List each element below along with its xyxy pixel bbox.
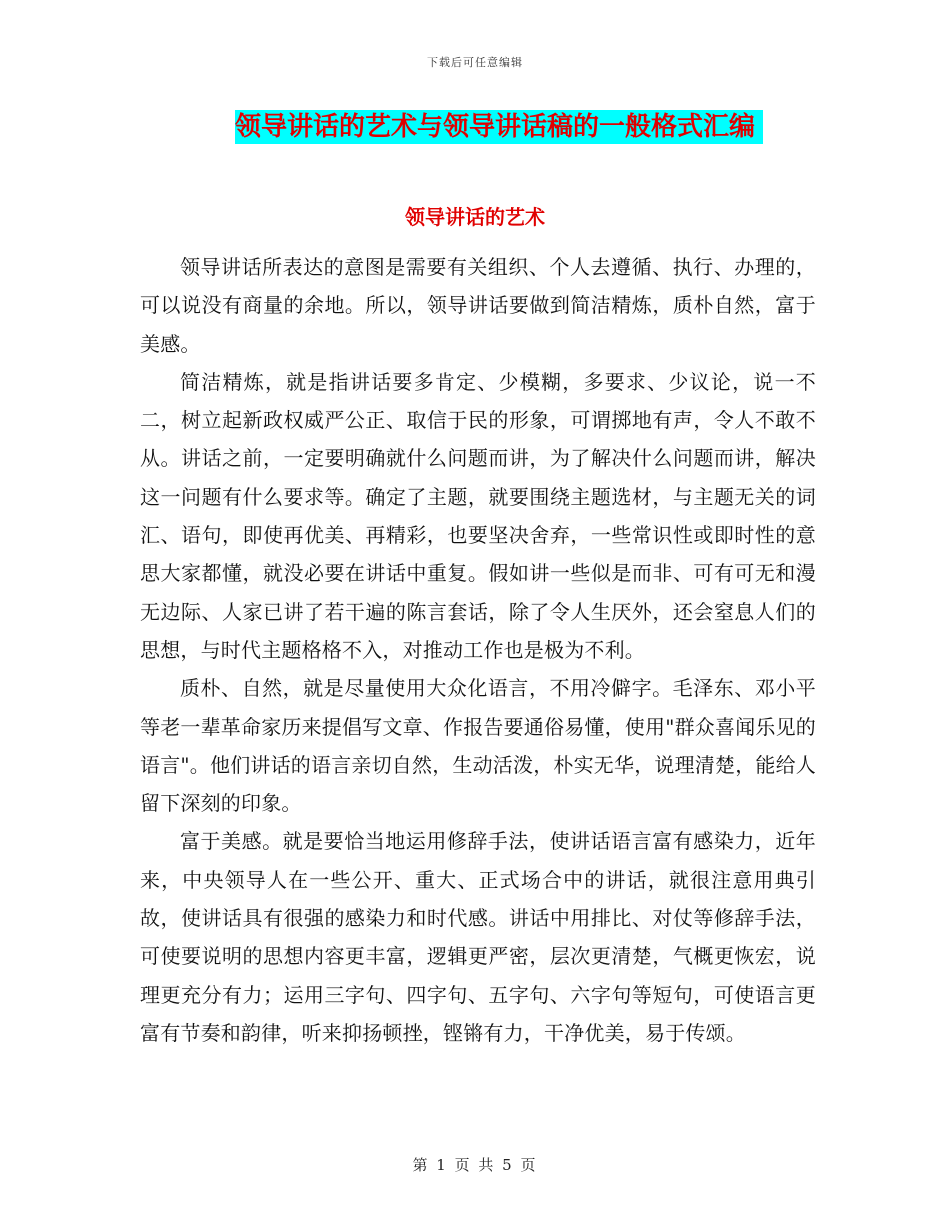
body-paragraph: 质朴、自然，就是尽量使用大众化语言，不用冷僻字。毛泽东、邓小平等老一辈革命家历来提倡写文章、作报告要通俗易懂，使用"群众喜闻乐见的语言"。他们讲话的语言亲切自然，生动活泼，朴实无华，说理清楚，能给人留下深刻的印象。 [140,676,816,816]
document-title: 领导讲话的艺术与领导讲话稿的一般格式汇编 [235,110,763,144]
section-title: 领导讲话的艺术 [405,205,545,229]
body-paragraph: 简洁精炼，就是指讲话要多肯定、少模糊，多要求、少议论，说一不二，树立起新政权威严公正、取信于民的形象，可谓掷地有声，令人不敢不从。讲话之前，一定要明确就什么问题而讲，为了解决什么问题而讲，解决这一问题有什么要求等。确定了主题，就要围绕主题选材，与主题无关的词汇、语句，即使再优美、再精彩，也要坚决舍弃，一些常识性或即时性的意思大家都懂，就没必要在讲话中重复。假如讲一些似是而非、可有可无和漫无边际、人家已讲了若干遍的陈言套话，除了令人生厌外，还会窒息人们的思想，与时代主题格格不入，对推动工作也是极为不利。 [140,369,816,662]
body-paragraph: 富于美感。就是要恰当地运用修辞手法，使讲话语言富有感染力，近年来，中央领导人在一些公开、重大、正式场合中的讲话，就很注意用典引故，使讲话具有很强的感染力和时代感。讲话中用排比、对仗等修辞手法，可使要说明的思想内容更丰富，逻辑更严密，层次更清楚，气概更恢宏，说理更充分有力；运用三字句、四字句、五字句、六字句等短句，可使语言更富有节奏和韵律，听来抑扬顿挫，铿锵有力，干净优美，易于传颂。 [140,829,816,1045]
page-number: 第 1 页 共 5 页 [412,1156,538,1174]
body-paragraph: 领导讲话所表达的意图是需要有关组织、个人去遵循、执行、办理的，可以说没有商量的余地。所以，领导讲话要做到简洁精炼，质朴自然，富于美感。 [140,255,816,356]
document-body [140,248,816,1052]
header-note: 下载后可任意编辑 [427,56,523,69]
